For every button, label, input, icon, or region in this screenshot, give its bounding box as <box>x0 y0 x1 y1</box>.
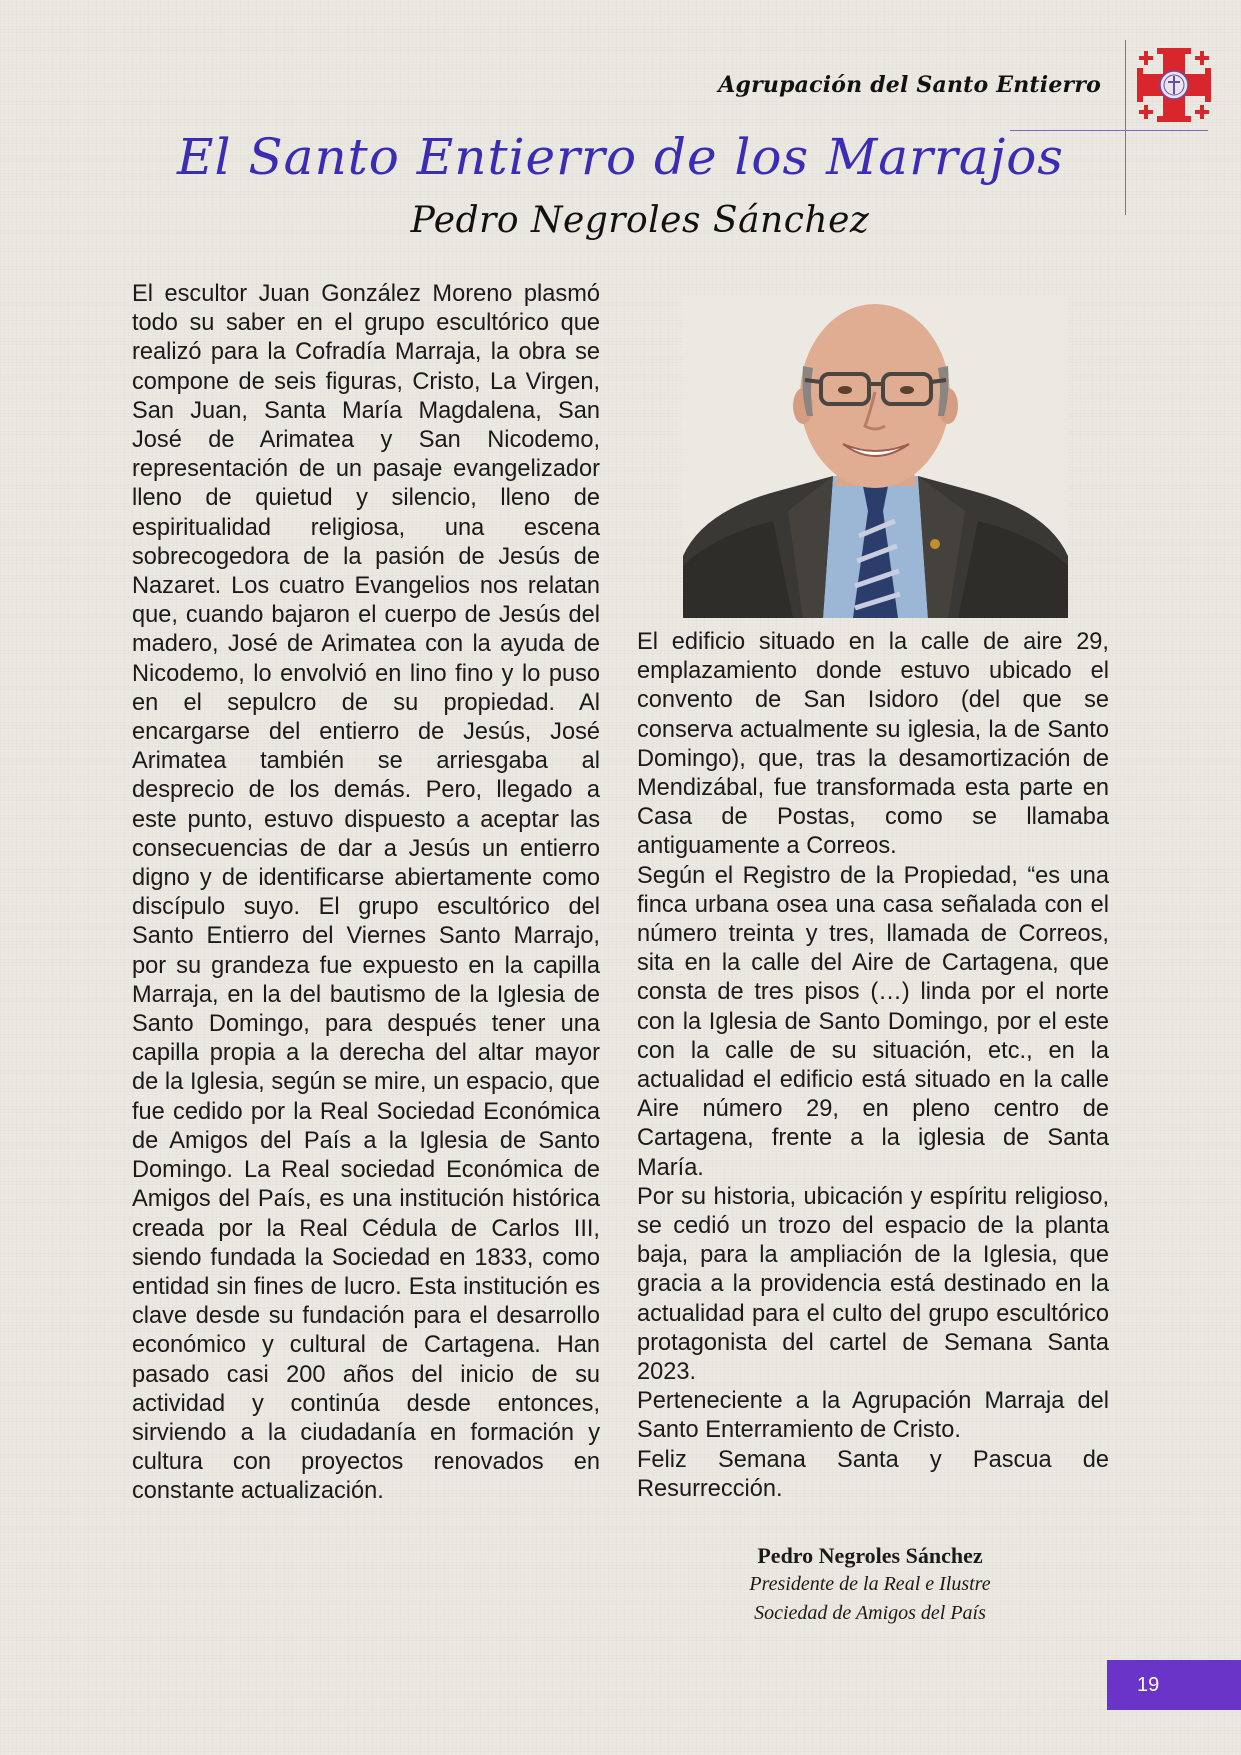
article-title: El Santo Entierro de los Marrajos <box>177 128 1064 186</box>
signature-role-line-2: Sociedad de Amigos del País <box>754 1602 986 1624</box>
right-paragraph: El edificio situado en la calle de aire 29, emplazamiento donde estuvo ubicado el convento de San Isidoro (del que se conserva actualmente su iglesia, la de Santo Domingo), que, tras la desamortización de Mendizábal, fue transformada esta parte en Casa de Postas, como se llamaba antiguamente a Correos. <box>637 629 1109 860</box>
right-paragraph: Perteneciente a la Agrupación Marraja del Santo Enterramiento de Cristo. <box>637 1388 1109 1444</box>
article-author: Pedro Negroles Sánchez <box>410 200 870 241</box>
signature-role-line-1: Presidente de la Real e Ilustre <box>749 1573 991 1595</box>
page-number: 19 <box>1137 1673 1160 1696</box>
signature-block <box>700 1542 1040 1628</box>
jerusalem-cross-emblem-icon <box>1135 46 1213 124</box>
right-paragraph: Feliz Semana Santa y Pascua de Resurrección. <box>637 1446 1109 1502</box>
header-brotherhood-name: Agrupación del Santo Entierro <box>718 72 1101 98</box>
right-paragraph: Según el Registro de la Propiedad, “es una finca urbana osea una casa señalada con el número treinta y tres, llamada de Correos, sita en la calle del Aire de Cartagena, que consta de tres pisos (…) linda por el norte con la Iglesia de Santo Domingo, por el este con la calle de su situación, etc., en la actualidad el edificio está situado en la calle Aire número 29, en pleno centro de Cartagena, frente a la iglesia de Santa María. <box>637 862 1109 1181</box>
right-paragraph: Por su historia, ubicación y espíritu religioso, se cedió un trozo del espacio de la planta baja, para la ampliación de la Iglesia, que gracia a la providencia está destinado en la actualidad para el culto del grupo escultórico protagonista del cartel de Semana Santa 2023. <box>637 1183 1109 1386</box>
right-column-text <box>637 628 1109 1504</box>
left-column-text: El escultor Juan González Moreno plasmó todo su saber en el grupo escultórico que realizó para la Cofradía Marraja, la obra se compone de seis figuras, Cristo, La Virgen, San Juan, Santa María Magdalena, San José de Arimatea y San Nicodemo, representación de un pasaje evangelizador lleno de quietud y silencio, lleno de espiritualidad religiosa, una escena sobrecogedora de la pasión de Jesús de Nazaret. Los cuatro Evangelios nos relatan que, cuando bajaron el cuerpo de Jesús del madero, José de Arimatea con la ayuda de Nicodemo, lo envolvió en lino fino y lo puso en el sepulcro de su propiedad. Al encargarse del entierro de Jesús, José Arimatea también se arriesgaba al desprecio de los demás. Pero, llegado a este punto, estuvo dispuesto a aceptar las consecuencias de dar a Jesús un entierro digno y de identificarse abiertamente como discípulo suyo. El grupo escultórico del Santo Entierro del Viernes Santo Marrajo, por su grandeza fue expuesto en la capilla Marraja, en la del bautismo de la Iglesia de Santo Domingo, para después tener una capilla propia a la derecha del altar mayor de la Iglesia, según se mire, un espacio, que fue cedido por la Real Sociedad Económica de Amigos del País a la Iglesia de Santo Domingo. La Real sociedad Económica de Amigos del País, es una institución histórica creada por la Real Cédula de Carlos III, siendo fundada la Sociedad en 1833, como entidad sin fines de lucro. Esta institución es clave desde su fundación para el desarrollo económico y cultural de Cartagena. Han pasado casi 200 años del inicio de su actividad y continúa desde entonces, sirviendo a la ciudadanía en formación y cultura con proyectos renovados en constante actualización. <box>132 281 600 1505</box>
signature-name: Pedro Negroles Sánchez <box>757 1543 983 1568</box>
page-number-badge <box>1107 1660 1241 1710</box>
author-portrait <box>683 296 1068 618</box>
